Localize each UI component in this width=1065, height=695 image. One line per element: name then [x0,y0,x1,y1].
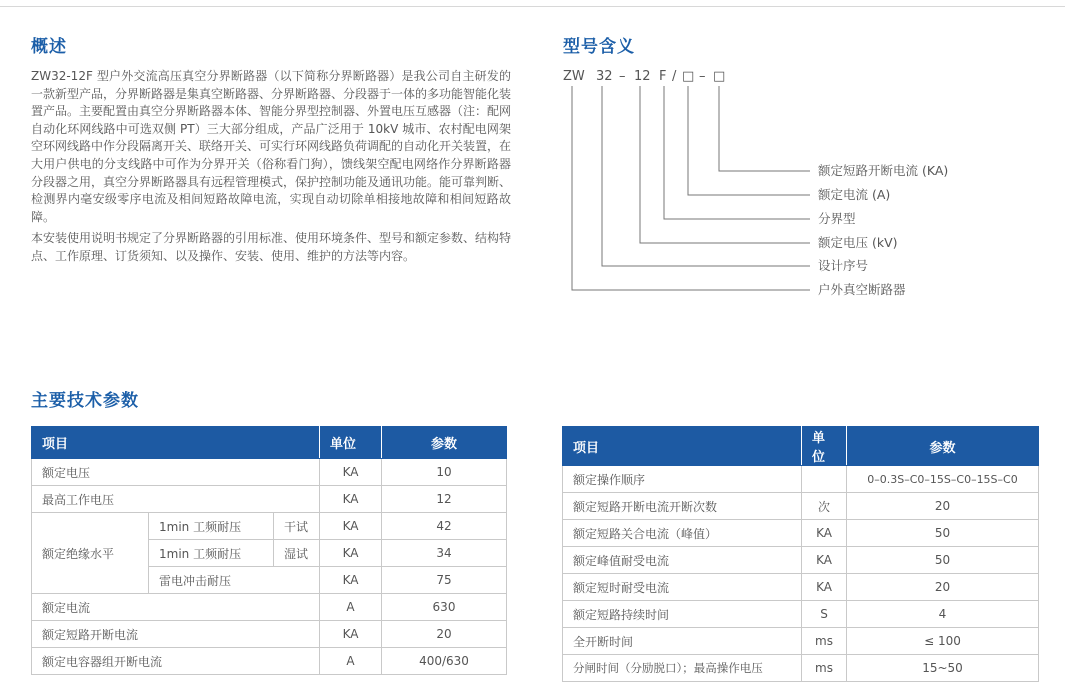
table-row [32,648,507,675]
row-item: 额定电容器组开断电流 [32,648,320,675]
model-label-outdoor-vacuum-breaker: 户外真空断路器 [818,282,906,297]
row-unit: KA [320,459,382,486]
model-label-boundary-type: 分界型 [818,211,856,226]
row-item: 额定电流 [32,594,320,621]
row-unit: KA [320,540,382,567]
table-row [563,493,1039,520]
row-item: 额定短路开断电流 [32,621,320,648]
row-value: 20 [847,574,1039,601]
row-unit: KA [802,520,847,547]
table-row [32,594,507,621]
row-unit: A [320,594,382,621]
model-code-zw: ZW [563,69,585,84]
model-code-dash2: – [699,69,706,84]
overview-paragraph-2: 本安装使用说明书规定了分界断路器的引用标准、使用环境条件、型号和额定参数、结构特点、工作原理、订货须知、以及操作、安装、使用、维护的方法等内容。 [31,231,512,263]
row-value: 50 [847,547,1039,574]
row-item-group: 额定绝缘水平 [32,513,149,594]
row-item: 额定短路开断电流开断次数 [563,493,802,520]
row-subitem: 1min 工频耐压 [149,513,274,540]
col-header-unit: 单位 [320,427,382,459]
overview-text [31,68,511,270]
row-unit: KA [320,513,382,540]
model-label-rated-current: 额定电流 (A) [818,187,891,202]
row-value: 4 [847,601,1039,628]
model-connector-lines [572,86,810,290]
row-unit: 次 [802,493,847,520]
table-row [563,520,1039,547]
table-row [563,466,1039,493]
row-unit: A [320,648,382,675]
row-unit [802,466,847,493]
row-unit: ms [802,655,847,682]
row-item: 额定短路关合电流（峰值） [563,520,802,547]
row-unit: KA [802,547,847,574]
row-value: 0–0.3S–C0–15S–C0–15S–C0 [847,466,1039,493]
specs-table-right [562,426,1039,682]
col-header-value: 参数 [382,427,507,459]
row-item: 额定短时耐受电流 [563,574,802,601]
table-row [563,628,1039,655]
row-item: 最高工作电压 [32,486,320,513]
overview-title: 概述 [31,37,67,57]
col-header-item: 项目 [32,427,320,459]
row-unit: KA [320,621,382,648]
specs-title: 主要技术参数 [31,391,139,411]
table-header-row [563,427,1039,466]
row-item: 分闸时间（分励脱口）；最高操作电压 [563,655,802,682]
row-subitem: 雷电冲击耐压 [149,567,320,594]
overview-paragraph-1: ZW32-12F 型户外交流高压真空分界断路器（以下简称分界断路器）是我公司自主研发的一款新型产品，分界断路器是集真空断路器、分界断路器、分段器于一体的多功能智能化装置产品。主要配置由真空分界断路器本体、智能分界型控制器、外置电压互感器（注：配网自动化环网线路中可选双侧 PT）三大部分组成，产品广泛用于 10kV 城市、农村配电网架空环网线路中作分段隔离开关、联络开关、可实行环网线路负荷调配的自动化开关装置，在大用户供电的分支线路中可作为分界开关（俗称看门狗），馈线架空配电网络作分界断路器分段器之用，真空分界断路器具有远程管理模式，保护控制功能及通讯功能。能可靠判断、检测界内毫安级零序电流及相间短路故障电流，实现自动切除单相接地故障和相间短路故障。 [31,69,512,224]
row-value: 15~50 [847,655,1039,682]
row-value: 10 [382,459,507,486]
row-value: 20 [847,493,1039,520]
model-code-dash1: – [619,69,626,84]
table-row [563,655,1039,682]
table-header-row [32,427,507,459]
model-title: 型号含义 [563,37,635,57]
table-row [32,486,507,513]
row-unit: S [802,601,847,628]
row-item: 额定电压 [32,459,320,486]
col-header-item: 项目 [563,427,802,466]
model-code-12: 12 [634,69,651,84]
row-item: 额定峰值耐受电流 [563,547,802,574]
model-code-box1: □ [682,69,695,84]
row-value: 400/630 [382,648,507,675]
model-code-diagram [560,60,990,310]
top-divider [0,6,1065,7]
model-code-f: F [659,69,667,84]
col-header-value: 参数 [847,427,1039,466]
model-label-short-circuit-breaking: 额定短路开断电流 (KA) [818,163,949,178]
table-row [32,621,507,648]
row-value: 34 [382,540,507,567]
row-unit: KA [802,574,847,601]
row-unit: ms [802,628,847,655]
row-unit: KA [320,486,382,513]
col-header-unit: 单位 [802,427,847,466]
row-value: 20 [382,621,507,648]
row-condition: 湿试 [274,540,320,567]
table-row [563,574,1039,601]
table-row [32,459,507,486]
row-value: 75 [382,567,507,594]
model-code-32: 32 [596,69,613,84]
row-value: 50 [847,520,1039,547]
row-value: 630 [382,594,507,621]
model-label-design-number: 设计序号 [818,258,869,273]
row-item: 额定操作顺序 [563,466,802,493]
table-row [563,601,1039,628]
table-row [563,547,1039,574]
row-value: 12 [382,486,507,513]
row-item: 额定短路持续时间 [563,601,802,628]
table-row [32,513,507,540]
row-value: 42 [382,513,507,540]
model-code-slash: / [672,69,677,84]
specs-table-left [31,426,507,675]
model-label-rated-voltage: 额定电压 (kV) [818,235,898,250]
row-value: ≤ 100 [847,628,1039,655]
row-unit: KA [320,567,382,594]
row-subitem: 1min 工频耐压 [149,540,274,567]
row-condition: 干试 [274,513,320,540]
model-code-box2: □ [713,69,726,84]
row-item: 全开断时间 [563,628,802,655]
